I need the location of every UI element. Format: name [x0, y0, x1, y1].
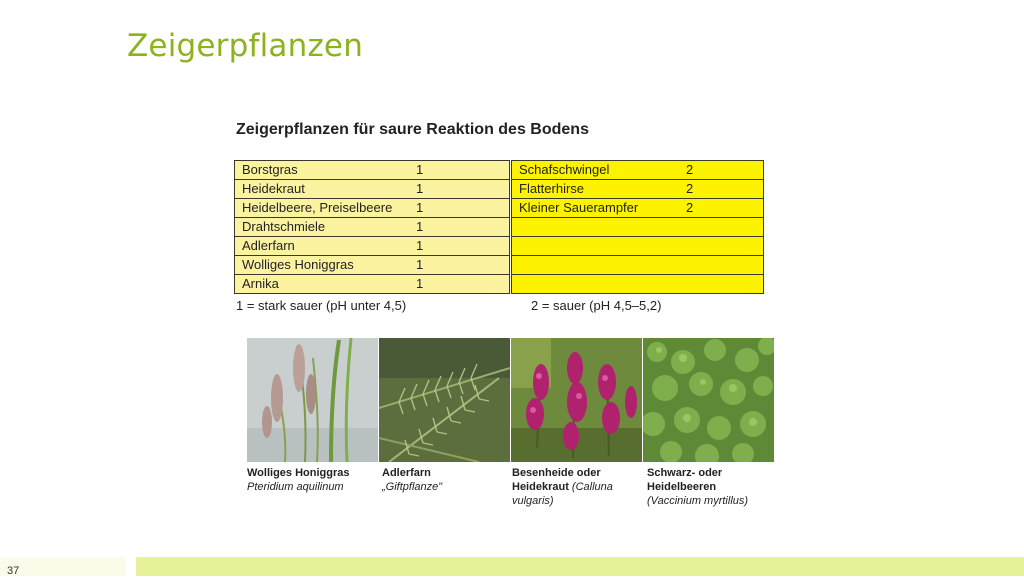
caption-heidelbeeren [647, 466, 778, 508]
plant-latin-name: Pteridium aquilinum [247, 481, 344, 493]
table-row [512, 161, 764, 180]
acidity-value: 2 [686, 199, 764, 218]
plant-common-name: Wolliges Honiggras [247, 467, 350, 479]
table-row [235, 218, 510, 237]
plant-name: Arnika [235, 275, 417, 294]
acidity-value: 1 [416, 237, 510, 256]
table-row [512, 237, 764, 256]
plant-name: Wolliges Honiggras [235, 256, 417, 275]
table-row [235, 275, 510, 294]
legend-acidic: 2 = sauer (pH 4,5–5,2) [531, 298, 662, 313]
plant-table-left [234, 160, 510, 294]
plant-common-name: Schwarz- oder [647, 467, 723, 479]
acidity-value [686, 275, 764, 294]
footer-accent-bar [136, 557, 1024, 576]
acidity-value: 1 [416, 256, 510, 275]
plant-name [512, 218, 687, 237]
photo-besenheide [511, 338, 642, 462]
caption-adlerfarn [382, 466, 513, 494]
plant-latin-name: (Calluna [571, 481, 613, 493]
legend-strongly-acidic: 1 = stark sauer (pH unter 4,5) [236, 298, 407, 313]
caption-wolliges-honiggras [247, 466, 378, 494]
plant-name: Drahtschmiele [235, 218, 417, 237]
acidity-value: 2 [686, 180, 764, 199]
table-row [235, 180, 510, 199]
plant-common-name: Adlerfarn [382, 467, 431, 479]
plant-common-name-line2: Heidelbeeren [647, 481, 717, 493]
plant-name [512, 275, 687, 294]
acidity-value: 1 [416, 180, 510, 199]
plant-latin-name: (Vaccinium myrtillus) [647, 495, 749, 507]
table-row [512, 180, 764, 199]
table-row [512, 199, 764, 218]
photo-wolliges-honiggras [247, 338, 378, 462]
plant-name: Flatterhirse [512, 180, 687, 199]
plant-name: Heidekraut [235, 180, 417, 199]
photo-adlerfarn [379, 338, 510, 462]
plant-name: Adlerfarn [235, 237, 417, 256]
caption-besenheide [512, 466, 643, 508]
table-row [235, 199, 510, 218]
table-row [512, 218, 764, 237]
plant-name: Schafschwingel [512, 161, 687, 180]
plant-name [512, 256, 687, 275]
table-row [512, 275, 764, 294]
acidity-value: 2 [686, 161, 764, 180]
acidity-value: 1 [416, 199, 510, 218]
table-row [235, 161, 510, 180]
photo-heidelbeeren [643, 338, 774, 462]
plant-name: Heidelbeere, Preiselbeere [235, 199, 417, 218]
plant-name [512, 237, 687, 256]
acidity-value: 1 [416, 218, 510, 237]
table-row [235, 256, 510, 275]
acidity-value [686, 237, 764, 256]
acidity-value [686, 218, 764, 237]
plant-latin-name-line2: vulgaris) [512, 495, 554, 507]
table-heading: Zeigerpflanzen für saure Reaktion des Bodens [236, 121, 589, 138]
table-row [512, 256, 764, 275]
acidity-value [686, 256, 764, 275]
table-row [235, 237, 510, 256]
plant-name: Kleiner Sauerampfer [512, 199, 687, 218]
plant-common-name: Besenheide oder [512, 467, 601, 479]
plant-name: Borstgras [235, 161, 417, 180]
slide-title: Zeigerpflanzen [127, 28, 364, 64]
plant-table-right [511, 160, 764, 294]
plant-note: „Giftpflanze" [382, 481, 443, 493]
acidity-value: 1 [416, 275, 510, 294]
page-number: 37 [7, 565, 20, 577]
acidity-value: 1 [416, 161, 510, 180]
plant-common-name-line2: Heidekraut [512, 481, 569, 493]
